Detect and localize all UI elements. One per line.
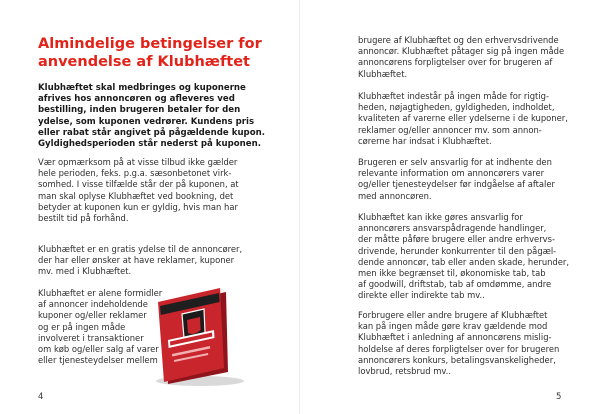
text-line: der måtte påføre brugere eller andre erhvervs- [358,234,555,245]
text-line: Klubhæftet er en gratis ydelse til de annoncører, [38,244,243,254]
text-line: annoncørers ansvarspådragende handlinger, [358,223,547,234]
text-line: og er på ingen måde [38,321,126,332]
text-line: om køb og/eller salg af varer [38,344,159,355]
paragraph-continued [358,35,564,80]
text-line: men ikke begrænset til, økonomiske tab, tab [358,268,546,279]
text-line: lovbrud, retsbrud mv.. [358,366,452,377]
text-line: kan på ingen måde gøre krav gældende mod [358,321,548,332]
page-number: 5 [556,392,562,402]
text-line: Brugeren er selv ansvarlig for at indhente den [358,157,552,167]
lead-line: Klubhæftet skal medbringes og kuponerne [38,83,246,93]
text-line: relevante information om annoncørers varer [358,168,545,179]
title-line: Almindelige betingelser for [38,36,262,52]
text-line: involveret i transaktioner [38,332,144,343]
lead-paragraph [38,83,268,150]
lead-line: bestilling, inden brugeren betaler for den [38,105,241,116]
text-line: af annoncer indeholdende [38,299,148,310]
lead-line: eller rabat står angivet på pågældende kupon. [38,127,266,138]
page-number: 4 [38,392,44,402]
text-line: annoncør. Klubhæftet påtager sig på ingen måde [358,46,565,57]
text-line: annoncørers konkurs, betalingsvanskeligheder, [358,354,556,365]
text-line: Vær opmærksom på at visse tilbud ikke gælder [38,157,238,167]
text-line: dende annoncør, tab eller anden skade, herunder, [358,256,570,267]
text-line: hele perioden, feks. p.g.a. sæsonbetonet virk- [38,168,232,179]
text-line: brugere af Klubhæftet og den erhvervsdrivende [358,35,559,45]
text-line: der har eller ønsker at have reklamer, kuponer [38,255,235,266]
paragraph-gratis-ydelse [38,244,242,278]
paragraph-forbrugere [358,310,559,377]
text-line: mv. med i Klubhæftet. [38,266,132,277]
text-line: Klubhæftet i anledning af annoncørens mislig- [358,332,552,343]
text-line: direkte eller indirekte tab mv.. [358,290,485,301]
text-line: og/eller tjenesteydelser før indgåelse af aftaler [358,179,555,190]
text-line: Klubhæftet indestår på ingen måde for rigtig- [358,91,549,101]
text-line: heden, nøjagtigheden, gyldigheden, indholdet, [358,102,555,113]
text-line: reklamer og/eller annoncer mv. som annon- [358,124,542,135]
paragraph-formidler [38,288,162,366]
text-line: eller tjenesteydelser mellem [38,355,158,366]
text-line: Klubhæftet kan ikke gøres ansvarlig for [358,212,523,222]
text-line: kvaliteten af varerne eller ydelserne i de kuponer, [358,113,568,124]
text-line: annoncørens forpligtelser over for brugeren af [358,57,553,68]
text-line: Klubhæftet er alene formidler [38,288,163,298]
text-line: af goodwill, driftstab, tab af omdømme, andre [358,279,552,290]
klubhaeftet-book-image [148,280,248,388]
page-title [38,35,278,71]
text-line: drivende, herunder konkurrenter til den pågæl- [358,245,557,256]
text-line: Klubhæftet. [358,68,408,79]
text-line: somhed. I visse tilfælde står der på kuponen, at [38,179,239,190]
right-page [300,0,600,414]
paragraph-ikke-ansvarlig [358,212,569,302]
paragraph-brugeren-ansvarlig [358,157,555,202]
text-line: man skal oplyse Klubhæftet ved bookning, det [38,190,234,201]
text-line: cørerne har indsat i Klubhæftet. [358,135,492,146]
lead-line: Gyldighedsperioden står nederst på kuponen. [38,139,262,150]
paragraph-indestaar [358,91,568,147]
text-line: bestilt tid på forhånd. [38,213,129,224]
text-line: Forbrugere eller andre brugere af Klubhæftet [358,310,548,320]
text-line: med annoncøren. [358,190,432,201]
lead-line: afrives hos annoncøren og afleveres ved [38,94,235,105]
paragraph-opmaerksom [38,157,239,224]
text-line: kuponer og/eller reklamer [38,310,147,321]
title-line: anvendelse af Klubhæftet [38,54,250,70]
text-line: betyder at kuponen kun er gyldig, hvis man har [38,201,238,212]
lead-line: ydelse, som kuponen vedrører. Kundens pris [38,116,255,127]
text-line: holdelse af deres forpligtelser over for brugeren [358,343,560,354]
